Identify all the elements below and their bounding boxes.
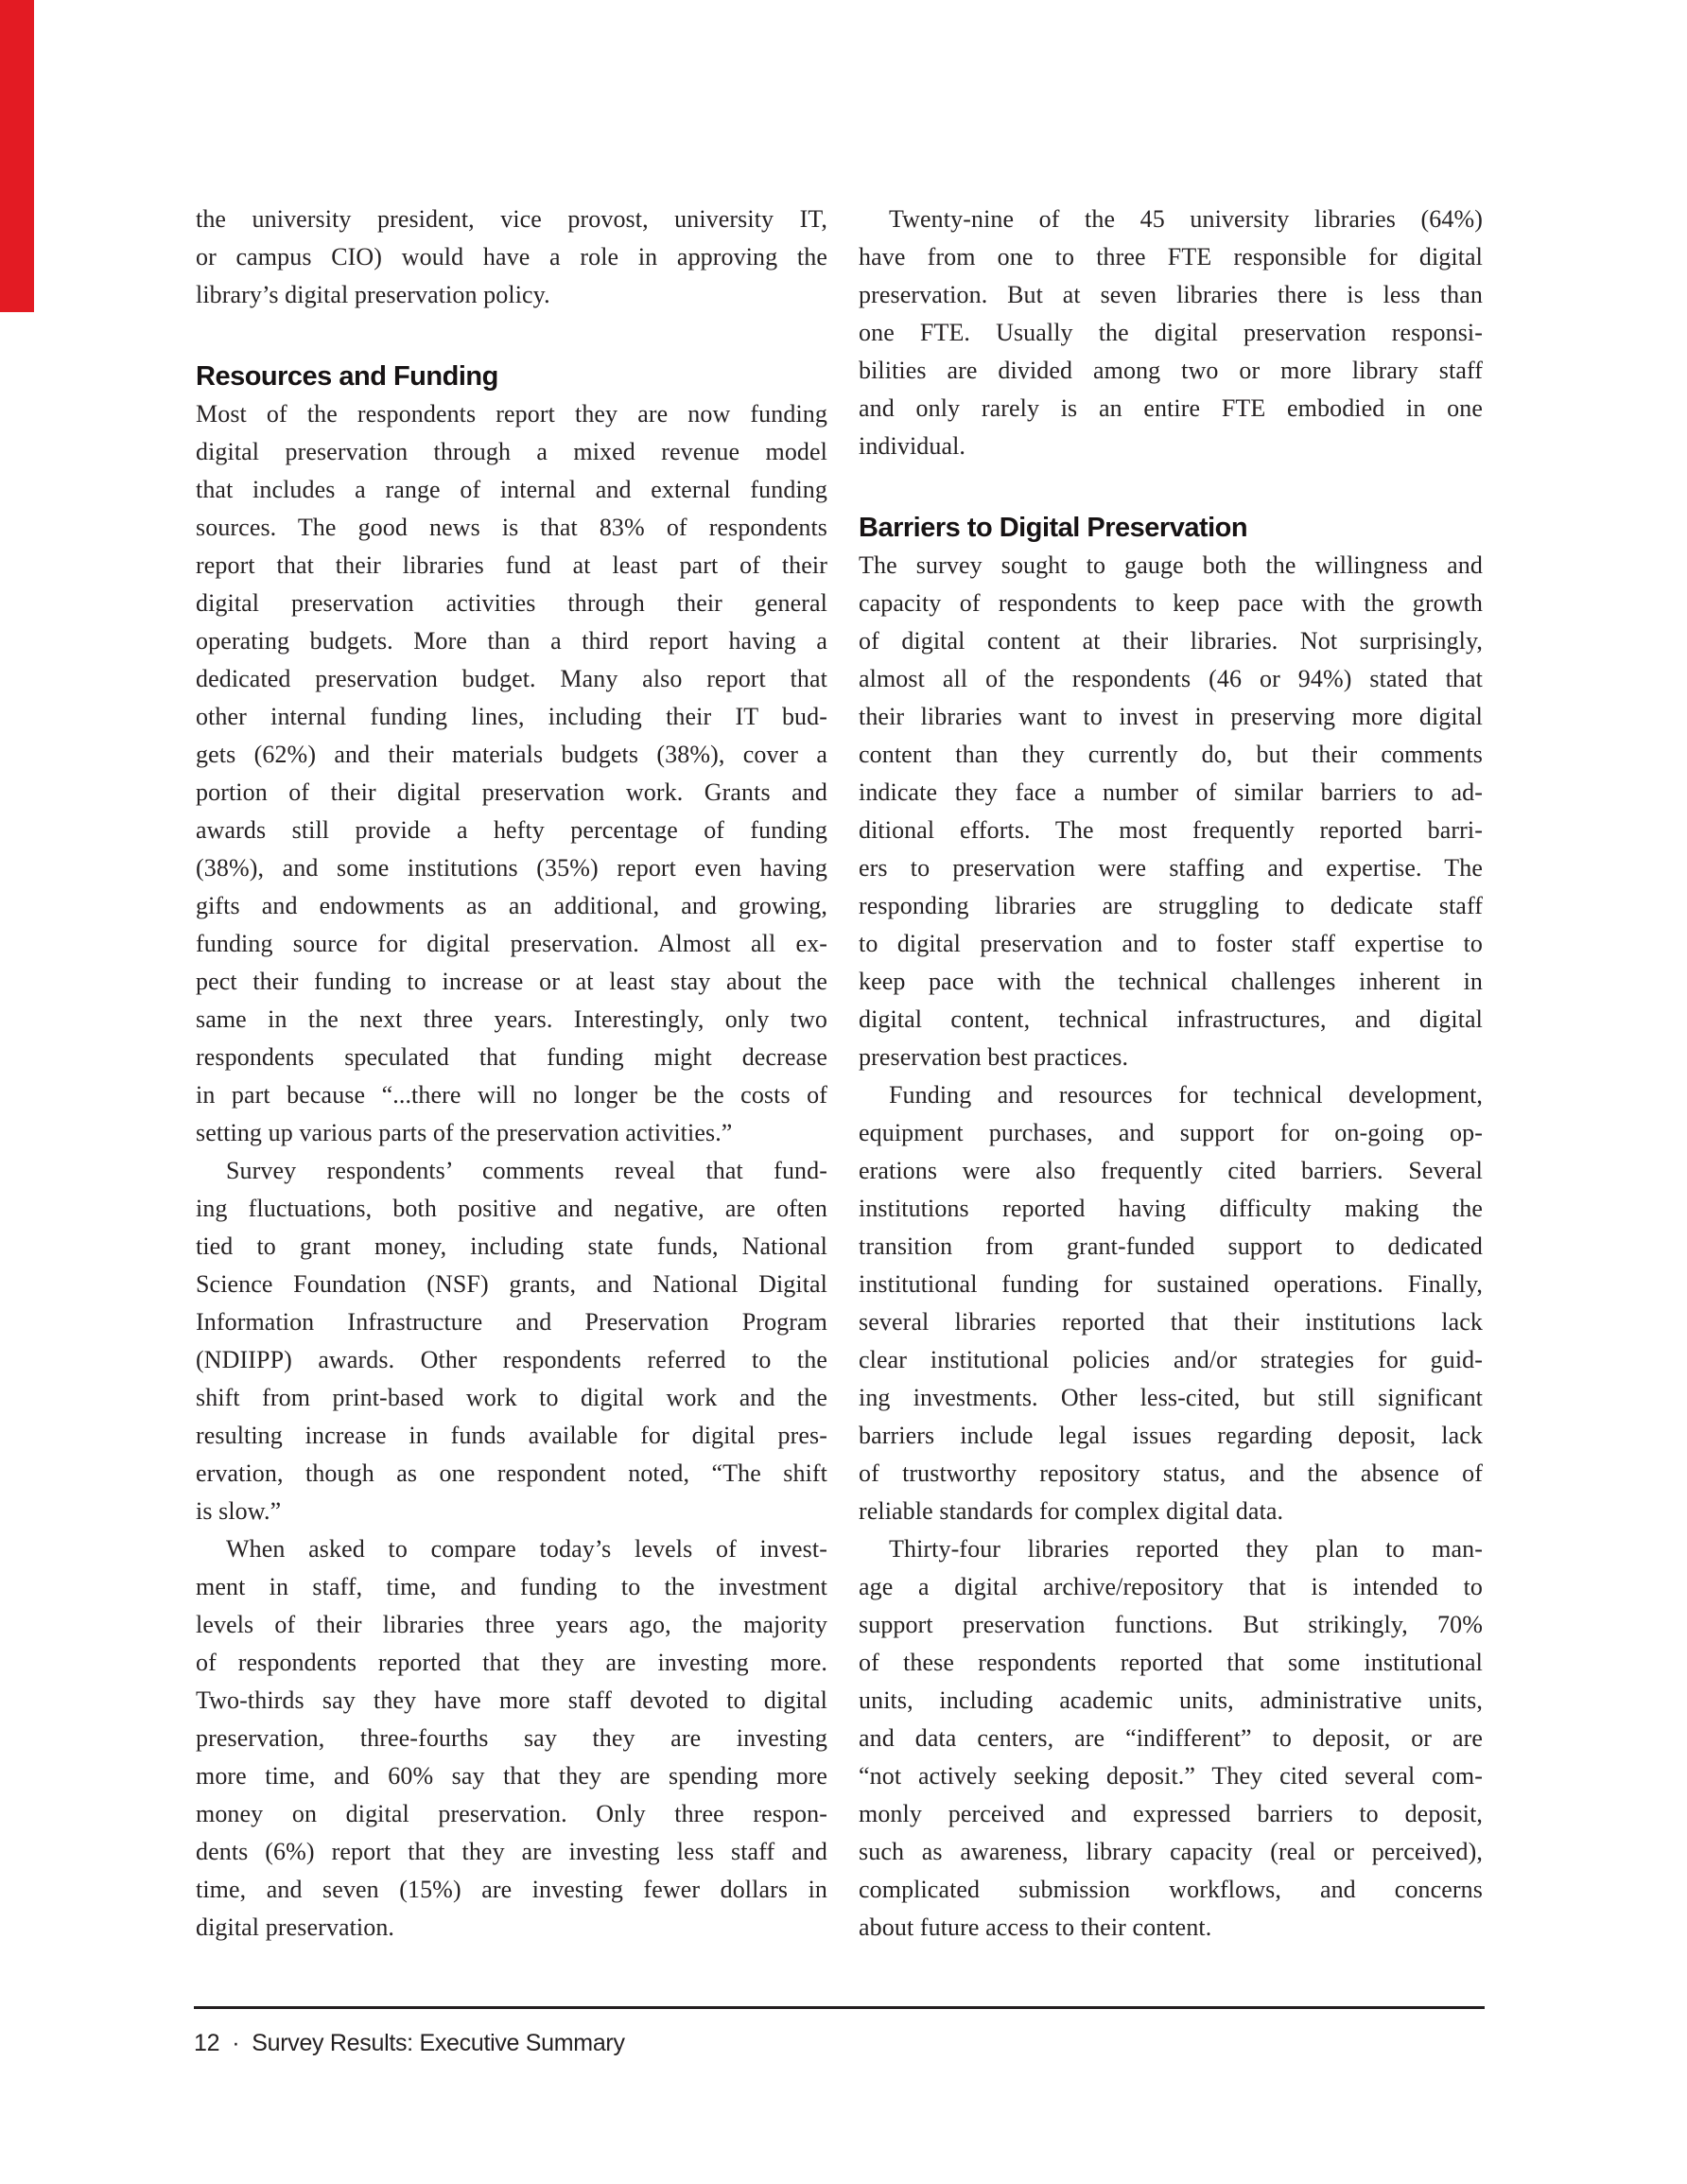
text-line: preservation best practices.	[859, 1043, 1129, 1071]
text-line: preservation. But at seven libraries there is less than	[859, 281, 1483, 308]
paragraph	[196, 201, 827, 314]
text-line: Two-thirds say they have more staff devoted to digital	[196, 1686, 827, 1714]
text-line: the university president, vice provost, university IT,	[196, 205, 827, 233]
text-line: responding libraries are struggling to dedicate staff	[859, 892, 1483, 919]
text-line: clear institutional policies and/or strategies for guid-	[859, 1346, 1483, 1373]
text-line: tied to grant money, including state funds, National	[196, 1232, 827, 1260]
footer-separator: ·	[232, 2030, 240, 2056]
text-line: digital preservation activities through their general	[196, 589, 827, 617]
text-line: reliable standards for complex digital data.	[859, 1497, 1284, 1525]
text-line: content than they currently do, but their comments	[859, 741, 1483, 768]
text-line: that includes a range of internal and external funding	[196, 476, 827, 503]
paragraph	[859, 1076, 1483, 1530]
text-line: preservation, three-fourths say they are investing	[196, 1724, 827, 1752]
text-line: library’s digital preservation policy.	[196, 281, 550, 308]
text-line: Twenty-nine of the 45 university libraries (64%)	[889, 205, 1483, 233]
text-line: portion of their digital preservation work. Grants and	[196, 778, 827, 806]
page-edge-tab	[0, 0, 34, 312]
text-line: capacity of respondents to keep pace with the growth	[859, 589, 1483, 617]
text-line: awards still provide a hefty percentage of funding	[196, 816, 827, 844]
text-line: institutions reported having difficulty making the	[859, 1195, 1483, 1222]
text-line: other internal funding lines, including their IT bud-	[196, 703, 827, 730]
text-line: The survey sought to gauge both the willingness and	[859, 551, 1483, 579]
text-line: of digital content at their libraries. Not surprisingly,	[859, 627, 1483, 655]
text-line: keep pace with the technical challenges inherent in	[859, 968, 1483, 995]
text-line: barriers include legal issues regarding deposit, lack	[859, 1422, 1483, 1449]
text-line: several libraries reported that their institutions lack	[859, 1308, 1483, 1336]
text-line: ers to preservation were staffing and expertise. The	[859, 854, 1483, 882]
text-line: (NDIIPP) awards. Other respondents referred to the	[196, 1346, 827, 1373]
text-line: ditional efforts. The most frequently reported barri-	[859, 816, 1483, 844]
text-line: transition from grant-funded support to dedicated	[859, 1232, 1483, 1260]
text-line: money on digital preservation. Only three respon-	[196, 1800, 827, 1827]
text-line: or campus CIO) would have a role in approving the	[196, 243, 827, 271]
text-line: levels of their libraries three years ago, the majority	[196, 1611, 827, 1638]
text-line: have from one to three FTE responsible for digital	[859, 243, 1483, 271]
paragraph	[196, 395, 827, 1152]
text-line: indicate they face a number of similar barriers to ad-	[859, 778, 1483, 806]
text-line: equipment purchases, and support for on-going op-	[859, 1119, 1483, 1146]
text-line: in part because “...there will no longer be the costs of	[196, 1081, 827, 1109]
paragraph	[196, 1152, 827, 1530]
text-line: of these respondents reported that some institutional	[859, 1649, 1483, 1676]
text-line: sources. The good news is that 83% of respondents	[196, 514, 827, 541]
text-line: almost all of the respondents (46 or 94%) stated that	[859, 665, 1483, 692]
text-line: funding source for digital preservation. Almost all ex-	[196, 930, 827, 957]
text-line: one FTE. Usually the digital preservation responsi-	[859, 319, 1483, 346]
text-line: shift from print-based work to digital work and the	[196, 1384, 827, 1411]
text-line: Science Foundation (NSF) grants, and National Digital	[196, 1270, 827, 1298]
text-line: Information Infrastructure and Preservation Program	[196, 1308, 827, 1336]
text-line: support preservation functions. But strikingly, 70%	[859, 1611, 1483, 1638]
text-line: resulting increase in funds available for digital pres-	[196, 1422, 827, 1449]
right-text-column	[859, 201, 1483, 1947]
text-line: gifts and endowments as an additional, and growing,	[196, 892, 827, 919]
text-line: of respondents reported that they are investing more.	[196, 1649, 827, 1676]
text-line: respondents speculated that funding might decrease	[196, 1043, 827, 1071]
text-line: their libraries want to invest in preserving more digital	[859, 703, 1483, 730]
text-line: bilities are divided among two or more library staff	[859, 357, 1483, 384]
footer-rule	[194, 2006, 1485, 2009]
text-line: is slow.”	[196, 1497, 282, 1525]
text-line: gets (62%) and their materials budgets (38%), cover a	[196, 741, 827, 768]
text-line: digital preservation through a mixed revenue model	[196, 438, 827, 465]
text-line: and data centers, are “indifferent” to deposit, or are	[859, 1724, 1483, 1752]
text-line: setting up various parts of the preservation activities.”	[196, 1119, 733, 1146]
text-line: operating budgets. More than a third report having a	[196, 627, 827, 655]
text-line: pect their funding to increase or at least stay about the	[196, 968, 827, 995]
text-line: When asked to compare today’s levels of invest-	[226, 1535, 827, 1563]
footer-label: Survey Results: Executive Summary	[252, 2030, 625, 2056]
text-line: ervation, though as one respondent noted, “The shift	[196, 1459, 827, 1487]
text-line: Funding and resources for technical development,	[889, 1081, 1483, 1109]
text-line: such as awareness, library capacity (real or perceived),	[859, 1838, 1483, 1865]
paragraph	[859, 201, 1483, 465]
text-line: Thirty-four libraries reported they plan to man-	[889, 1535, 1483, 1563]
text-line: individual.	[859, 432, 966, 460]
text-line: to digital preservation and to foster staff expertise to	[859, 930, 1483, 957]
text-line: institutional funding for sustained operations. Finally,	[859, 1270, 1483, 1298]
text-line: erations were also frequently cited barriers. Several	[859, 1157, 1483, 1184]
text-line: digital content, technical infrastructures, and digital	[859, 1005, 1483, 1033]
text-line: age a digital archive/repository that is intended to	[859, 1573, 1483, 1600]
text-line: ing fluctuations, both positive and negative, are often	[196, 1195, 827, 1222]
text-line: and only rarely is an entire FTE embodied in one	[859, 394, 1483, 422]
text-line: Most of the respondents report they are now funding	[196, 400, 827, 428]
text-line: monly perceived and expressed barriers to deposit,	[859, 1800, 1483, 1827]
text-line: time, and seven (15%) are investing fewer dollars in	[196, 1876, 827, 1903]
text-line: Survey respondents’ comments reveal that fund-	[226, 1157, 827, 1184]
text-line: units, including academic units, administrative units,	[859, 1686, 1483, 1714]
text-line: more time, and 60% say that they are spending more	[196, 1762, 827, 1790]
text-line: digital preservation.	[196, 1913, 395, 1941]
text-line: “not actively seeking deposit.” They cited several com-	[859, 1762, 1483, 1790]
page-footer	[194, 2024, 1485, 2062]
text-line: dedicated preservation budget. Many also report that	[196, 665, 827, 692]
text-line: ment in staff, time, and funding to the investment	[196, 1573, 827, 1600]
page-number: 12	[194, 2030, 220, 2056]
section-heading: Barriers to Digital Preservation	[859, 513, 1248, 543]
text-line: complicated submission workflows, and concerns	[859, 1876, 1483, 1903]
paragraph	[196, 1530, 827, 1947]
text-line: dents (6%) report that they are investing less staff and	[196, 1838, 827, 1865]
text-line: of trustworthy repository status, and the absence of	[859, 1459, 1483, 1487]
text-line: (38%), and some institutions (35%) report even having	[196, 854, 827, 882]
paragraph	[859, 547, 1483, 1076]
section-heading: Resources and Funding	[196, 361, 498, 392]
paragraph	[859, 1530, 1483, 1947]
text-line: same in the next three years. Interestingly, only two	[196, 1005, 827, 1033]
text-line: ing investments. Other less-cited, but still significant	[859, 1384, 1483, 1411]
text-line: report that their libraries fund at least part of their	[196, 551, 827, 579]
left-text-column	[196, 201, 827, 1947]
text-line: about future access to their content.	[859, 1913, 1212, 1941]
